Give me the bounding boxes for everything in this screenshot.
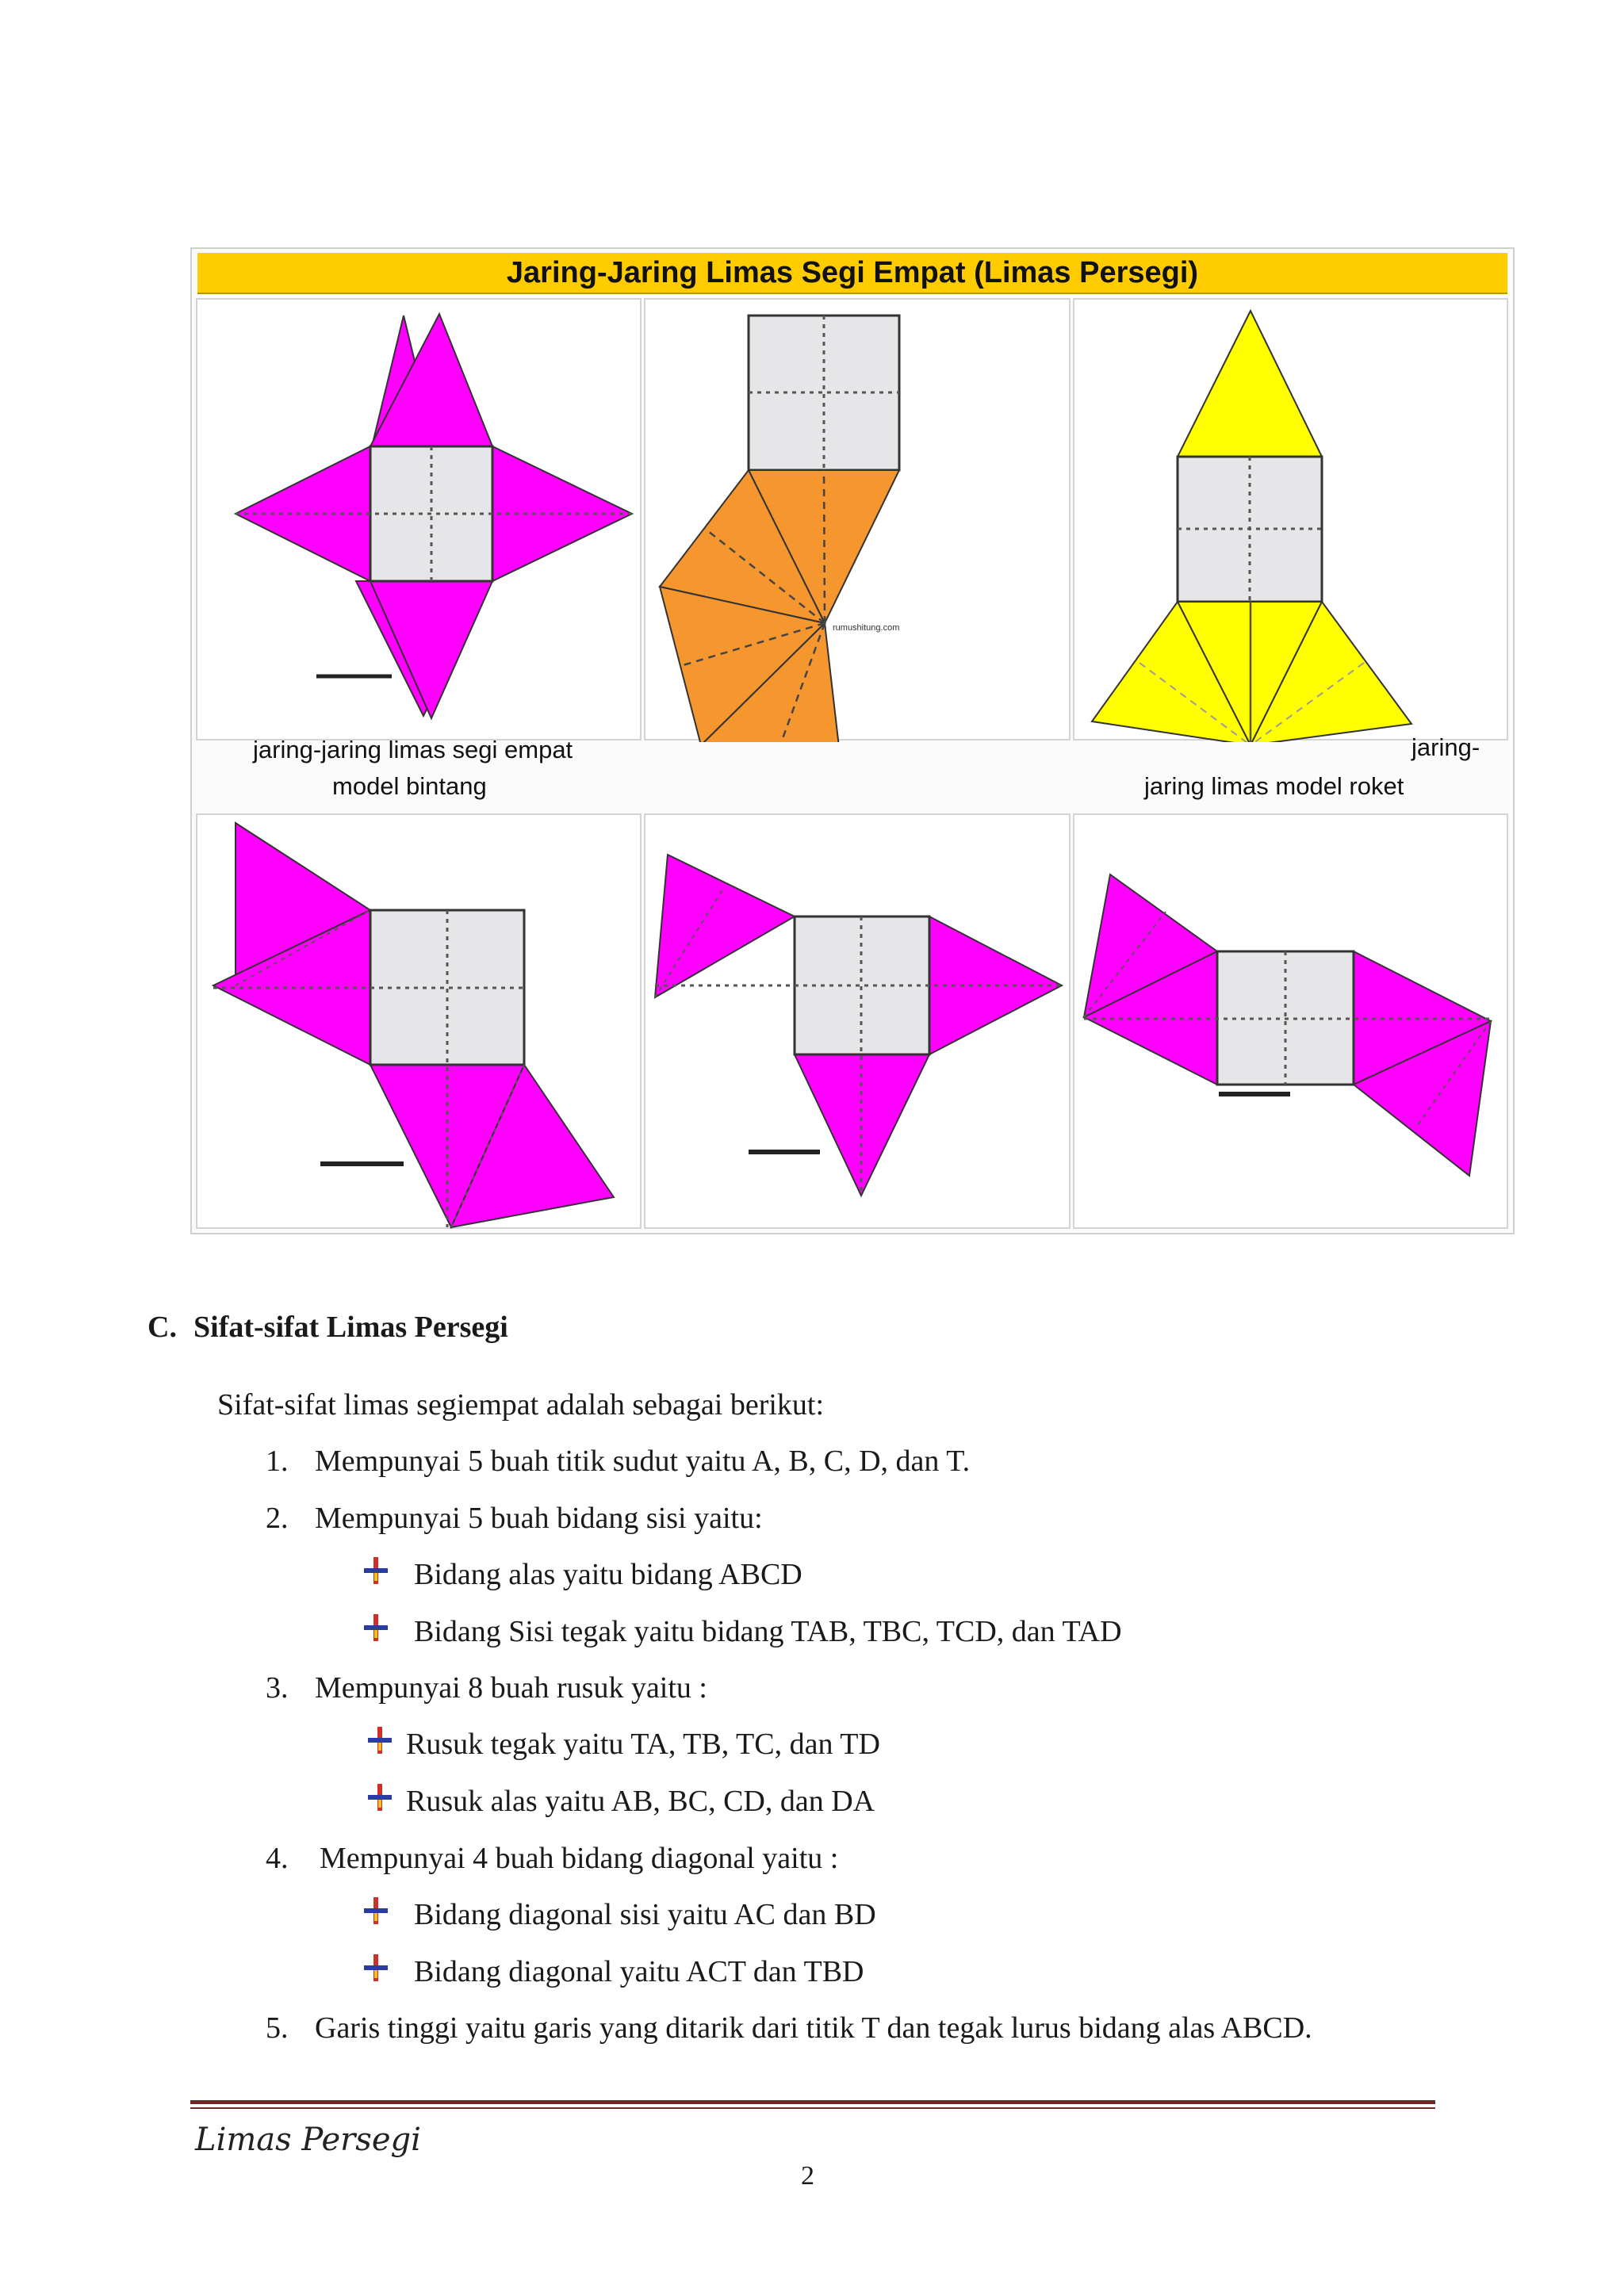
net-magenta-b-cell: [644, 813, 1071, 1229]
section-title: Sifat-sifat Limas Persegi: [193, 1311, 508, 1344]
list-number: 5.: [266, 2011, 289, 2045]
list-text: Mempunyai 5 buah bidang sisi yaitu:: [315, 1502, 763, 1535]
net-magenta-a-diagram: [197, 815, 643, 1230]
net-fan-diagram: [645, 300, 1072, 742]
sub-bullet-text: Bidang alas yaitu bidang ABCD: [414, 1558, 802, 1591]
list-item: [266, 1841, 838, 1876]
list-text: Mempunyai 4 buah bidang diagonal yaitu :: [320, 1842, 839, 1875]
caption-rocket-line2: jaring limas model roket: [1144, 772, 1404, 800]
panel-title: Jaring-Jaring Limas Segi Empat (Limas Persegi): [197, 253, 1507, 294]
watermark-text: rumushitung.com: [833, 623, 900, 633]
caption-rocket-line1: jaring-: [1411, 733, 1480, 761]
net-star-cell: [196, 298, 642, 800]
page-number: 2: [801, 2161, 814, 2191]
net-fan-cell: [644, 298, 1071, 740]
sub-bullet-text: Bidang diagonal sisi yaitu AC dan BD: [414, 1898, 876, 1931]
list-number: 4.: [266, 1842, 289, 1875]
net-magenta-b-diagram: [645, 815, 1072, 1230]
list-text: Mempunyai 8 buah rusuk yaitu :: [315, 1671, 707, 1705]
net-magenta-a-cell: [196, 813, 642, 1229]
footer-rule: [190, 2100, 1435, 2104]
sub-bullet-text: Rusuk tegak yaitu TA, TB, TC, dan TD: [406, 1728, 880, 1761]
bullet-icon: [364, 1897, 388, 1924]
section-intro: Sifat-sifat limas segiempat adalah sebagai berikut:: [217, 1388, 825, 1422]
section-heading: [147, 1310, 508, 1345]
list-text: Mempunyai 5 buah titik sudut yaitu A, B, C, D, dan T.: [315, 1445, 971, 1478]
bullet-icon: [368, 1784, 392, 1811]
bullet-icon: [364, 1614, 388, 1641]
net-rocket-diagram: [1074, 300, 1510, 742]
list-number: 3.: [266, 1671, 289, 1705]
section-letter: C.: [147, 1311, 177, 1344]
list-number: 2.: [266, 1502, 289, 1535]
net-magenta-c-diagram: [1074, 815, 1510, 1230]
list-item: [266, 1444, 970, 1479]
bullet-icon: [368, 1727, 392, 1754]
sub-bullet-text: Bidang diagonal yaitu ACT dan TBD: [414, 1955, 864, 1988]
caption-star-line2: model bintang: [332, 772, 487, 800]
nets-panel: [190, 247, 1515, 1234]
list-item: [266, 1670, 707, 1705]
net-magenta-c-cell: [1073, 813, 1508, 1229]
list-text: Garis tinggi yaitu garis yang ditarik dari titik T dan tegak lurus bidang alas ABCD.: [315, 2011, 1312, 2045]
sub-bullet-text: Rusuk alas yaitu AB, BC, CD, dan DA: [406, 1785, 875, 1818]
net-star-diagram: [197, 300, 643, 742]
list-number: 1.: [266, 1445, 289, 1478]
footer-rule-thin: [190, 2107, 1435, 2109]
bullet-icon: [364, 1557, 388, 1584]
net-rocket-cell: [1073, 298, 1508, 800]
list-item: [266, 2011, 1312, 2045]
bullet-icon: [364, 1954, 388, 1981]
caption-star-line1: jaring-jaring limas segi empat: [253, 736, 573, 763]
sub-bullet-text: Bidang Sisi tegak yaitu bidang TAB, TBC, TCD, dan TAD: [414, 1615, 1122, 1648]
footer-title: Limas Persegi: [195, 2122, 421, 2158]
list-item: [266, 1501, 763, 1536]
